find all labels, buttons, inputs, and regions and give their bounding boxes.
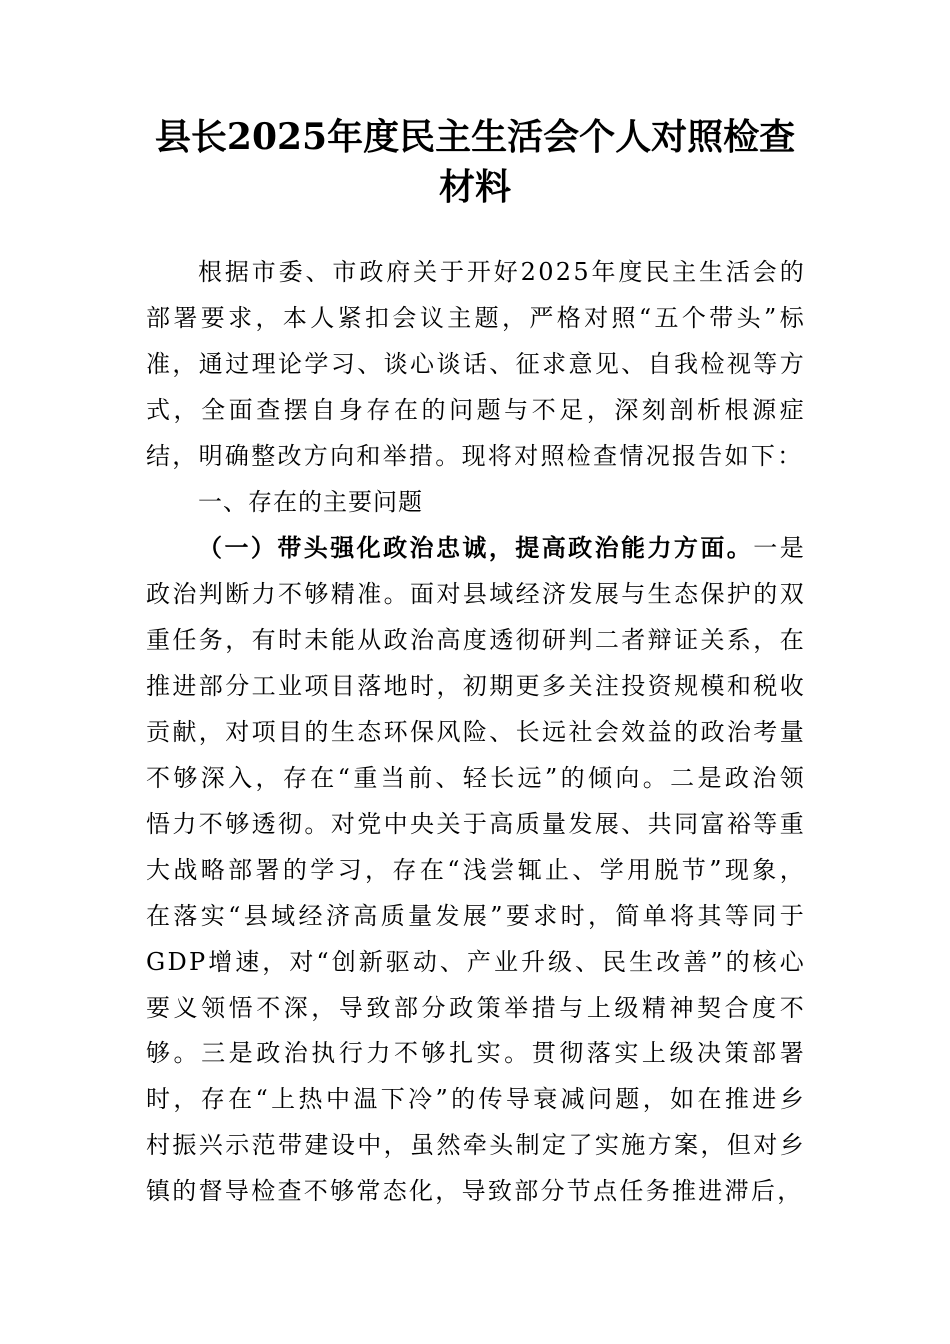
section-heading: 一、存在的主要问题 xyxy=(198,487,423,516)
subsection-paragraph xyxy=(146,525,806,1215)
subsection-heading: （一）带头强化政治忠诚，提高政治能力方面。 xyxy=(198,533,754,563)
intro-paragraph: 根据市委、市政府关于开好2025年度民主生活会的部署要求，本人紧扣会议主题，严格对照“五个带头”标准，通过理论学习、谈心谈话、征求意见、自我检视等方式，全面查摆自身存在的问题与不足，深刻剖析根源症结，明确整改方向和举措。现将对照检查情况报告如下： xyxy=(146,258,806,470)
document-body xyxy=(146,250,806,1215)
document-title: 县长2025年度民主生活会个人对照检查材料 xyxy=(154,116,796,208)
subsection-body: 一是政治判断力不够精准。面对县域经济发展与生态保护的双重任务，有时未能从政治高度透彻研判二者辩证关系，在推进部分工业项目落地时，初期更多关注投资规模和税收贡献，对项目的生态环保风险、长远社会效益的政治考量不够深入，存在“重当前、轻长远”的倾向。二是政治领悟力不够透彻。对党中央关于高质量发展、共同富裕等重大战略部署的学习，存在“浅尝辄止、学用脱节”现象，在落实“县域经济高质量发展”要求时，简单将其等同于GDP增速，对“创新驱动、产业升级、民生改善”的核心要义领悟不深，导致部分政策举措与上级精神契合度不够。三是政治执行力不够扎实。贯彻落实上级决策部署时，存在“上热中温下冷”的传导衰减问题，如在推进乡村振兴示范带建设中，虽然牵头制定了实施方案，但对乡镇的督导检查不够常态化，导致部分节点任务推进滞后， xyxy=(146,534,806,1206)
